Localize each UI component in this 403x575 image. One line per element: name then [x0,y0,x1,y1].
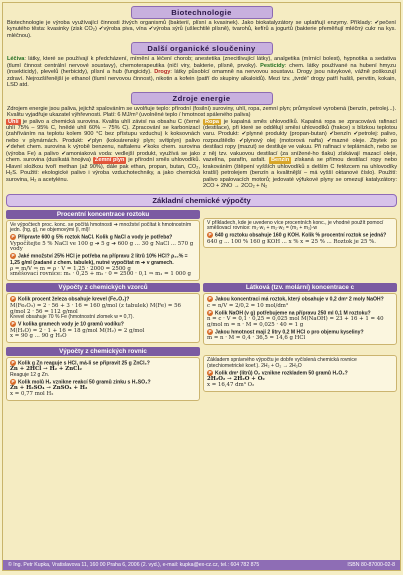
organic-label-lecive: Léčiva [7,56,25,63]
fx2-calc: M(H₂O) = 2 · 1 + 16 = 18 g/mol M(H₂) = 2 g/mol [10,327,145,334]
organic-line3: : látky působící omamně na nervovou soustavu. Drogy jsou návykové, vážně poškozují zdraví. Nejrozšířenější je ethanol (tlumí nervovou činnost), nikotin a kofein (patří do skupiny alkaloidů). Mezi tzv. „tvrdé” drogy patří hašiš, pervitin, kokain, LSD atd. [7,69,396,89]
eq-box [6,357,200,401]
conc-intro: Ve výpočtech proc. konc. se počítá hmotnosti ➔ množství počítat k hmotnostním jedn. (hg, g), ne objemovými (l, ml)! [10,221,192,234]
mol3-res: m = n · M = 0,4 · 36,5 = 14,6 g HCl [207,334,306,341]
ex1-calc: Vypočítejte 5 % NaCl ve 100 g ➔ 5 g ➔ 600 g ... 30 g NaCl ... 570 g vody [10,240,194,253]
energy-left-col [6,119,200,190]
mol-subhead: Látková (tzv. molární) koncentrace c [203,283,397,292]
mol1: Jakou koncentraci má roztok, který obsahuje v 0,2 dm³ 2 moly NaOH? [215,296,384,303]
ex3-calc: 640 g ... 100 % 160 g KOH ... x % x = 25 % ... Roztok je 25 %. [207,238,376,245]
example-icon: P [11,359,15,365]
eq-subhead: Výpočty z chemických rovnic [6,347,200,356]
example-icon: P [11,253,15,259]
calc-formula-row [3,281,400,344]
eq3: Kolik dm³ (litrů) O₂ vznikne rozkladem 50 gramů H₂O₂? [215,369,348,376]
energy-columns [3,119,400,190]
tag-zemni-plyn: Zemní plyn [94,157,125,164]
footer-isbn: ISBN 80-87000-02-8 [347,562,395,568]
ex2: Jaké množství 25% HCl je potřeba na přípravu 2 litrů 10% HCl? ρ₁₀% = 1,25 g/ml (zadané z chem. tabulek), nutné vypočítat m ➔ v gramech. [10,253,188,266]
energy-title: Zdroje energie [131,92,273,105]
mol-box [203,293,397,344]
example-icon: P [11,321,15,327]
fx-subhead: Výpočty z chemických vzorců [6,283,200,292]
mol2-calc: n = c · V = 0,1 · 0,25 = 0,025 mol M(NaOH) = 23 + 16 + 1 = 40 g/mol m = n · M = 0,025 · 40 = 1 g [207,315,384,328]
cheat-sheet-page [2,2,401,571]
conc-right-note: V příkladech, kde je uvedeno více procentních konc., je vhodné použít pomocí směšovací rovnice: m₁·w₁ + m₂·w₂ = (m₁ + m₂)·w [207,219,384,232]
conc-right-box [203,218,397,249]
calc-mol-right [203,281,397,344]
footer-copyright: © Ing. Petr Kupka, Vratislavova 11, 160 00 Praha 6, 2006 (2. vyd.), e-mail: kupka@ex-cz.cz, tel.: 604 782 875 [8,562,260,568]
organic-line1: : látky, které se používají k předcházení, mírnění a léčení chorob; anestetika (znecitlivující látky), analgetika (mírnící bolest), hypnotika a sedativa (tlumí činnost centrální nervové soustavy), chemoterapeutika (ničí viry, bakterie, plísně, prvoky). [7,56,396,69]
eq2: Kolik molů H₂ vznikne reakcí 50 gramů zinku s H₂SO₄? [18,379,151,386]
example-icon: P [208,232,212,238]
eq3-rx: 2H₂O₂ → 2H₂O + O₂ [207,375,265,382]
energy-uhli: je palivo a chemická surovina. Kvalita uhlí závisí na obsahu C (černé uhlí 75% – 95% C, hnědé uhlí 60% – 75% C). Zpracování se karbonizací (zahříváním na teplotu kolem 900 °C bez přístupu vzduchu) k koksovnách nebo v plynárnách. [6,118,200,144]
mol2: Kolik NaOH (v g) potřebujeme na přípravu 250 ml 0,1 M roztoku? [215,309,371,316]
tag-benzin: Benzín [270,157,290,164]
organic-label-drogy: Drogy [154,69,171,76]
energy-benzin: získaná se přímou destilací ropy nebo krakováním (štěpení vyšších uhlovodíků s delším C řetězcem na uhlovodíky kratší) petrolejem (benzín a kvalitnější – má vyšší oktanové číslo). Použití: palivo spalovacích motorů; jedovaté výfukové plyny se omezují katalyzátory: 2CO + 2NO → 2CO₂ + N₂ [203,157,397,190]
fx2: V kolika gramech vody je 10 gramů vodíku? [18,321,124,328]
fx-box [6,293,200,343]
energy-right-col [203,119,397,190]
example-icon: P [208,296,212,302]
ex2-rule: směšovací rovnice: m₁ · 0,25 + m₂ · 0 = 2500 · 0,1 ⇒ m₁ = 1 000 g [10,271,191,278]
eq-right-note: Základem správného výpočtu je dobře vyčíslená chemická rovnice (stechiometrické koef.). 2H₂ + O₂ → 2H₂O [207,356,357,369]
energy-intro: Zdrojem energie jsou paliva, jejichž spalováním se uvolňuje teplo: přírodní (fosilní) suroviny, uhlí, ropa, zemní plyn; průmyslové vyrobená (benzín, petrolej...). Kvalitu vyjadřuje ukazatel výhřevnosti. Platí: 6 MJ/m³ (uvolněné teplo / hmotnost spáleného paliva) [7,105,396,119]
fx1-res: Krevel obsahuje 70 % Fe (hmotnostní zlomek w = 0,7). [10,314,134,321]
footer [3,560,400,570]
calc-eq-row [3,345,400,401]
calc-title: Základní chemické výpočty [6,194,397,207]
ex3: 640 g roztoku obsahuje 160 g KOH. Kolik % procentní roztok se jedná? [215,232,387,239]
calc-eq-left [6,345,200,401]
fx1: Kolik procent železa obsahuje krevel (Fe₂O₃)? [18,296,130,303]
example-icon: P [11,378,15,384]
energy-ropa: je kapalná směs uhlovodíků. Kapalná ropa se zpracovává rafinací (destilace), při které se oddělují směsi uhlovodíků (frakce) s blízkou teplotou varu. Produkt: ✔plynné produkty (propan-butan) ✔benzín ✔petrolej: palivo, rozpouštědlo ✔plynový olej (motorová nafta) ✔mazné oleje. Zbytek po destilaci ropy (mazut) se destiluje ve vakuu. Při rafinaci v teplárnách, nebo se z něj tzv. vakuovou destilací (za snížené-ho tlaku) získávají mazací oleje, vazelína, parafín, asfalt. [203,118,397,164]
eq3-res: x = 16,47 dm³ O₂ [207,381,255,388]
example-icon: P [11,234,15,240]
calc-conc-left [6,208,200,282]
calc-conc-row [3,208,400,282]
tag-ropa: Ropa [205,118,219,125]
calc-fx-left [6,281,200,344]
biotech-text: Biotechnologie je výroba využívající činnosti živých organismů (bakterií, plísní a kvasinek). Jako biokatalyzátory se uplatňují enzymy. Příklady: ✔pečení kynutého těsta: kvasinky (zisk CO₂) ✔výroba piva, vína ✔výroba sýrů (ušlechtilé plísně), tvarohů, kefírů a jogurtů (bakterie přeměňují mléčný cukr na kys. mléčnou). [7,20,396,39]
eq1-rx: Zn + 2HCl → H₂ + ZnCl₂ [10,365,82,372]
eq2-rx: Zn + H₂SO₄ → ZnSO₄ + H₂ [10,385,88,392]
eq-right-box [203,355,397,392]
organic-title: Další organické sloučeniny [131,42,273,55]
fx1-calc: M(Fe₂O₃) = 2 · 56 + 3 · 16 = 160 g/mol (z tabulek) M(Fe) = 56 g/mol 2 · 56 = 112 g/mol [10,302,181,315]
calc-conc-right [203,208,397,282]
example-icon: P [208,328,212,334]
conc-box [6,220,200,282]
fx2-res: x = 90 g ... 90 g H₂O [10,333,67,340]
ex1: Připravte 600 g 5% roztok NaCl. Kolik g NaCl a vody je potřeba? [18,234,173,241]
biotech-title: Biotechnologie [131,6,273,19]
ex2-calc: ρ = m/V ⇒ m = ρ · V = 1,25 · 2000 = 2500 g [10,265,131,272]
organic-label-pesticidy: Pesticidy [260,62,285,69]
energy-produkty: Produkt: ✔plyn (koksárenský plyn; svítiplyn) palivo ✔dehet chem. surovina k výrobě benzenu, naftalenu ✔koks chem. surovina (výroba Fe) a palivo ✔amoniaková voda: vedlejší produkt, využívá se jako chem. surovina (dusíkatá hnojiva) [6,137,200,164]
eq1-res: Reaguje 12 g Zn. [10,371,50,378]
energy-plyn: je přírodní směs uhlovodíků. Hlavní složkou tvoří methan (až 90%), dále pak ethan, propan, butan, CO₂, H₂S. Použití: ekologické palivo i výroba vzduchotechniky, a jako chemická surovina, H₂ a acetylénu. [6,157,200,183]
example-icon: P [11,296,15,302]
eq2-res: x = 0,77 mol H₂ [10,390,54,397]
example-icon: P [208,309,212,315]
mol3: Jakou hmotnost mají 2 litry 0,2 M HCl o pro objemu kyseliny? [215,328,364,335]
organic-line2: : chem. látky používané na hubení hmyzu (insekticidy), plevelů (herbicidy), plísní a hub (fungicidy). [7,62,397,76]
eq1: Kolik g Zn reaguje s HCl, má-li se připravit 25 g ZnCl₂? [18,360,150,367]
conc-subhead: Procentní koncentrace roztoku [6,210,200,219]
organic-text [3,56,400,88]
tag-uhli: Uhlí [8,118,19,125]
example-icon: P [208,369,212,375]
mol1-res: c = n/V = 2/0,2 = 10 mol/dm³ [207,302,289,309]
calc-eq-right [203,345,397,401]
